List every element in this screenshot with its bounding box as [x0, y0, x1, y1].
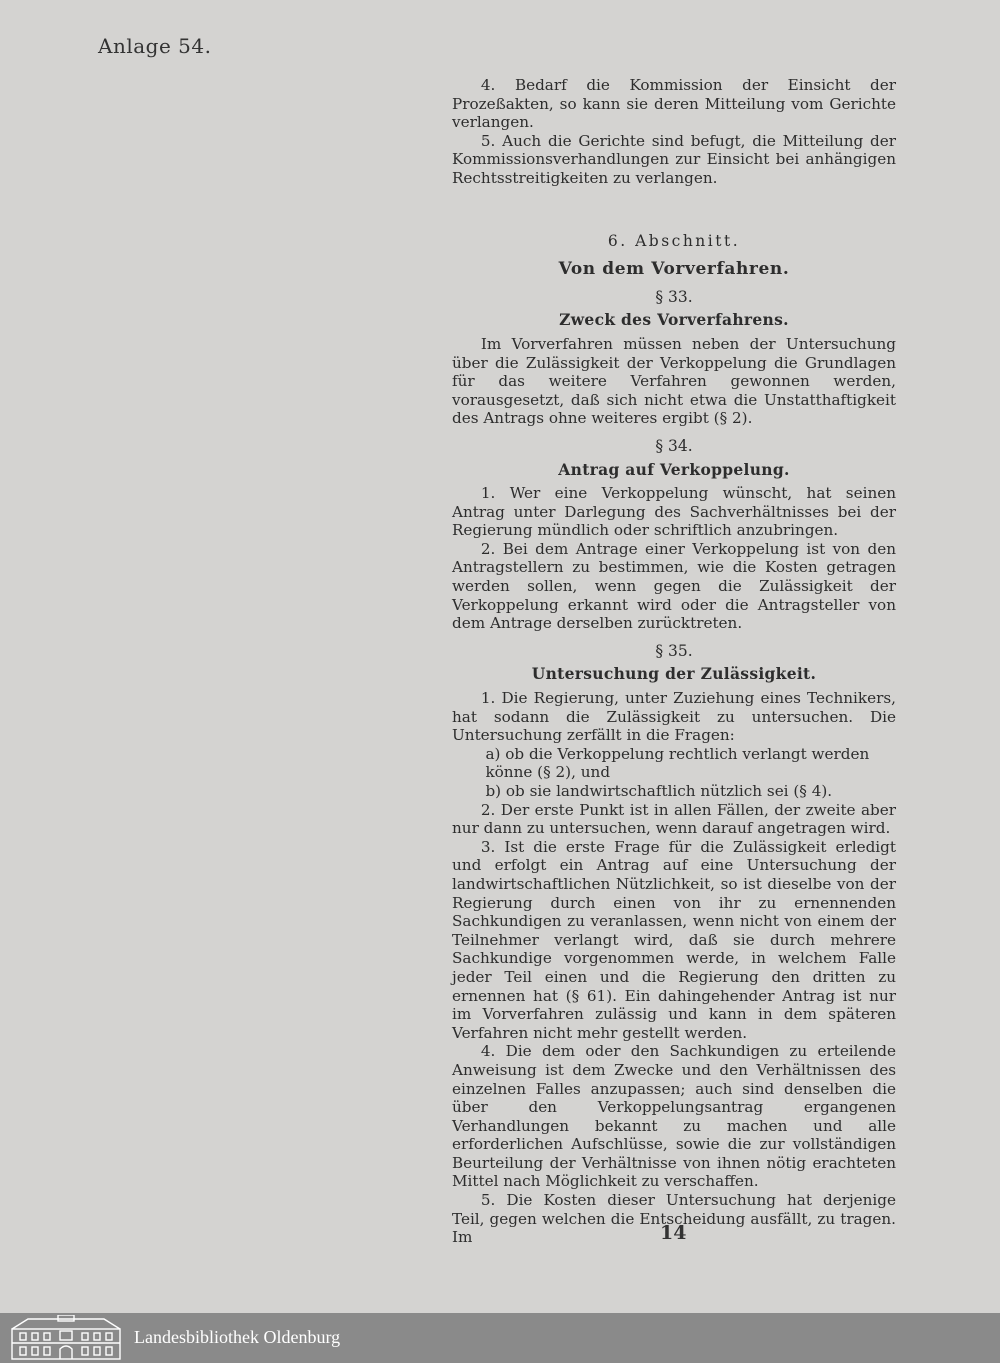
- paragraph: 2. Der erste Punkt ist in allen Fällen, der zweite aber nur dann zu untersuchen, wenn darauf angetragen wird.: [452, 800, 896, 838]
- paragraph: 5. Auch die Gerichte sind befugt, die Mitteilung der Kommissionsverhandlungen zur Einsicht bei anhängigen Rechtsstreitigkeiten zu verlangen.: [452, 131, 896, 187]
- paragraph: 5. Die Kosten dieser Untersuchung hat derjenige Teil, gegen welchen die Entscheidung ausfällt, zu tragen. Im: [452, 1191, 896, 1247]
- library-building-icon: [8, 1315, 124, 1361]
- section-title-33: Zweck des Vorverfahrens.: [559, 310, 789, 330]
- chapter-label: 6. Abschnitt.: [607, 231, 741, 250]
- section-title-34: Antrag auf Verkoppelung.: [558, 459, 790, 479]
- paragraph: 3. Ist die erste Frage für die Zulässigkeit erledigt und erfolgt ein Antrag auf eine Untersuchung der landwirtschaftlichen Nützlichkeit, so ist dieselbe von der Regierung durch einen von ihr zu ernennenden Sachkundigen zu veranlassen, wenn nicht von einem der Teilnehmer verlangt wird, daß sie durch mehrere Sachkundige vorgenommen werde, in welchem Falle jeder Teil einen und die Regierung den dritten zu ernennen hat (§ 61). Ein dahingehender Antrag ist nur im Vorverfahren zulässig und kann in dem späteren Verfahren nicht mehr gestellt werden.: [452, 837, 896, 1042]
- paragraph: 4. Bedarf die Kommission der Einsicht der Prozeßakten, so kann sie deren Mitteilung vom Gerichte verlangen.: [452, 76, 896, 132]
- text-column: [452, 76, 896, 1247]
- list-item-a: a) ob die Verkoppelung rechtlich verlangt werden könne (§ 2), und: [485, 744, 870, 782]
- section-title-35: Untersuchung der Zulässigkeit.: [531, 664, 817, 684]
- annex-label: Anlage 54.: [98, 34, 212, 58]
- section-number-33: § 33.: [655, 287, 693, 306]
- library-name: Landesbibliothek Oldenburg: [134, 1327, 341, 1347]
- section-number-35: § 35.: [655, 641, 693, 660]
- section-number-34: § 34.: [655, 436, 693, 455]
- list-item-b: b) ob sie landwirtschaftlich nützlich sei (§ 4).: [485, 782, 833, 800]
- paragraph: Im Vorverfahren müssen neben der Untersuchung über die Zulässigkeit der Verkoppelung die Grundlagen für das weitere Verfahren gewonnen werden, vorausgesetzt, daß sich nicht etwa die Unstatthaftigkeit des Antrags ohne weiteres ergibt (§ 2).: [452, 334, 896, 428]
- paragraph: 1. Die Regierung, unter Zuziehung eines Technikers, hat sodann die Zulässigkeit zu untersuchen. Die Untersuchung zerfällt in die Fragen:: [452, 689, 896, 745]
- page-number: 14: [660, 1222, 687, 1244]
- chapter-title: Von dem Vorverfahren.: [558, 259, 790, 280]
- paragraph: 4. Die dem oder den Sachkundigen zu erteilende Anweisung ist dem Zwecke und den Verhältnissen des einzelnen Falles anzupassen; auch sind denselben die über den Verkoppelungsantrag ergangenen Verhandlungen bekannt zu machen und alle erforderlichen Aufschlüsse, sowie die zur vollständigen Beurteilung der Verhältnisse von ihnen nötig erachteten Mittel nach Möglichkeit zu verschaffen.: [452, 1042, 896, 1191]
- paragraph: 2. Bei dem Antrage einer Verkoppelung ist von den Antragstellern zu bestimmen, wie die Kosten getragen werden sollen, wenn gegen die Zulässigkeit der Verkoppelung erkannt wird oder die Antragsteller von dem Antrage derselben zurücktreten.: [452, 539, 896, 633]
- paragraph: 1. Wer eine Verkoppelung wünscht, hat seinen Antrag unter Darlegung des Sachverhältnisses bei der Regierung mündlich oder schriftlich anzubringen.: [452, 484, 896, 540]
